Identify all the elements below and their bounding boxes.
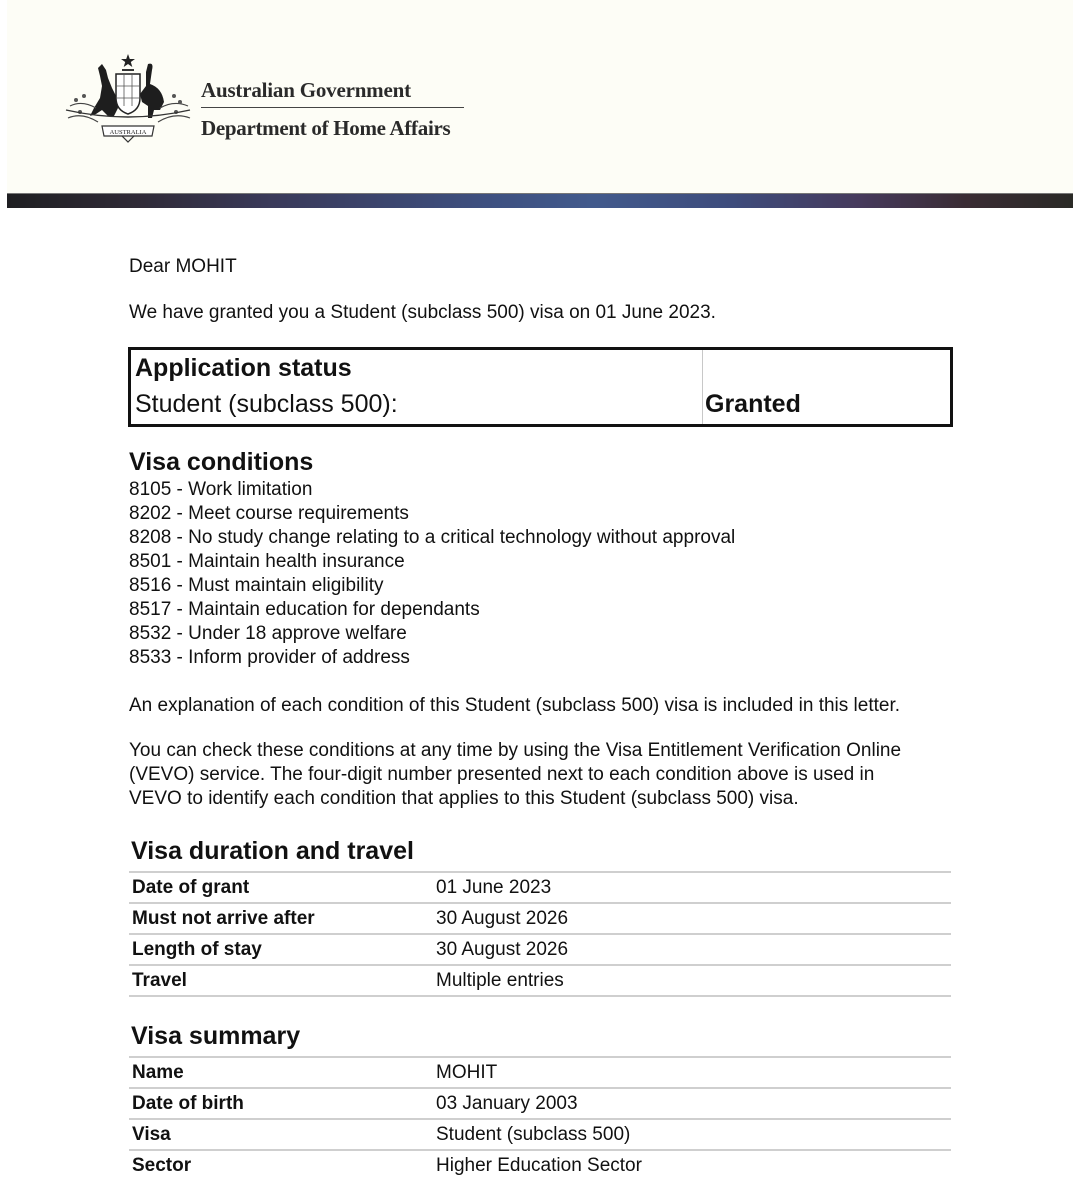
agency-name (201, 76, 466, 142)
header-gradient-bar (7, 193, 1073, 208)
visa-conditions-list (129, 478, 735, 670)
vevo-text-line-2: (VEVO) service. The four-digit number presented next to each condition above is used in (129, 764, 875, 785)
row-value: 01 June 2023 (436, 876, 552, 898)
table-row (129, 1058, 951, 1089)
row-label: Sector (132, 1154, 192, 1176)
condition-item: 8501 - Maintain health insurance (129, 551, 405, 572)
table-row (129, 966, 951, 997)
visa-summary-table (129, 1056, 951, 1180)
table-row (129, 873, 951, 904)
table-row (129, 904, 951, 935)
table-row (129, 1151, 951, 1180)
visa-duration-heading: Visa duration and travel (131, 837, 414, 865)
grant-intro: We have granted you a Student (subclass 500) visa on 01 June 2023. (129, 302, 716, 323)
status-divider (702, 350, 703, 424)
department-name: Department of Home Affairs (201, 116, 451, 140)
status-title: Application status (135, 354, 352, 382)
condition-item: 8105 - Work limitation (129, 479, 313, 500)
condition-item: 8208 - No study change relating to a critical technology without approval (129, 527, 736, 548)
row-value: Student (subclass 500) (436, 1123, 631, 1145)
condition-item: 8517 - Maintain education for dependants (129, 599, 480, 620)
svg-text:AUSTRALIA: AUSTRALIA (109, 129, 147, 136)
government-name: Australian Government (201, 78, 411, 102)
row-label: Visa (132, 1123, 171, 1145)
row-value: 03 January 2003 (436, 1092, 578, 1114)
row-label: Date of birth (132, 1092, 244, 1114)
vevo-text-line-1: You can check these conditions at any time by using the Visa Entitlement Verification Online (129, 740, 902, 761)
row-label: Travel (132, 969, 187, 991)
application-status-box (128, 347, 953, 427)
row-value: 30 August 2026 (436, 907, 569, 929)
row-value: 30 August 2026 (436, 938, 569, 960)
condition-item: 8202 - Meet course requirements (129, 503, 409, 524)
table-row (129, 1089, 951, 1120)
condition-item: 8533 - Inform provider of address (129, 647, 410, 668)
row-label: Name (132, 1061, 184, 1083)
table-row (129, 1120, 951, 1151)
status-label: Student (subclass 500): (135, 390, 398, 418)
row-label: Length of stay (132, 938, 262, 960)
row-value: Higher Education Sector (436, 1154, 642, 1176)
visa-duration-table (129, 871, 951, 997)
row-value: MOHIT (436, 1061, 498, 1083)
greeting: Dear MOHIT (129, 256, 237, 277)
condition-item: 8532 - Under 18 approve welfare (129, 623, 407, 644)
status-value: Granted (705, 390, 801, 418)
condition-item: 8516 - Must maintain eligibility (129, 575, 384, 596)
vevo-text-line-3: VEVO to identify each condition that applies to this Student (subclass 500) visa. (129, 788, 799, 809)
row-label: Date of grant (132, 876, 250, 898)
conditions-explanation: An explanation of each condition of this Student (subclass 500) visa is included in this letter. (129, 695, 901, 716)
row-value: Multiple entries (436, 969, 564, 991)
agency-divider (201, 107, 464, 108)
table-row (129, 935, 951, 966)
visa-summary-heading: Visa summary (131, 1022, 301, 1050)
row-label: Must not arrive after (132, 907, 315, 929)
coat-of-arms-icon (62, 50, 194, 146)
visa-conditions-heading: Visa conditions (129, 448, 314, 476)
